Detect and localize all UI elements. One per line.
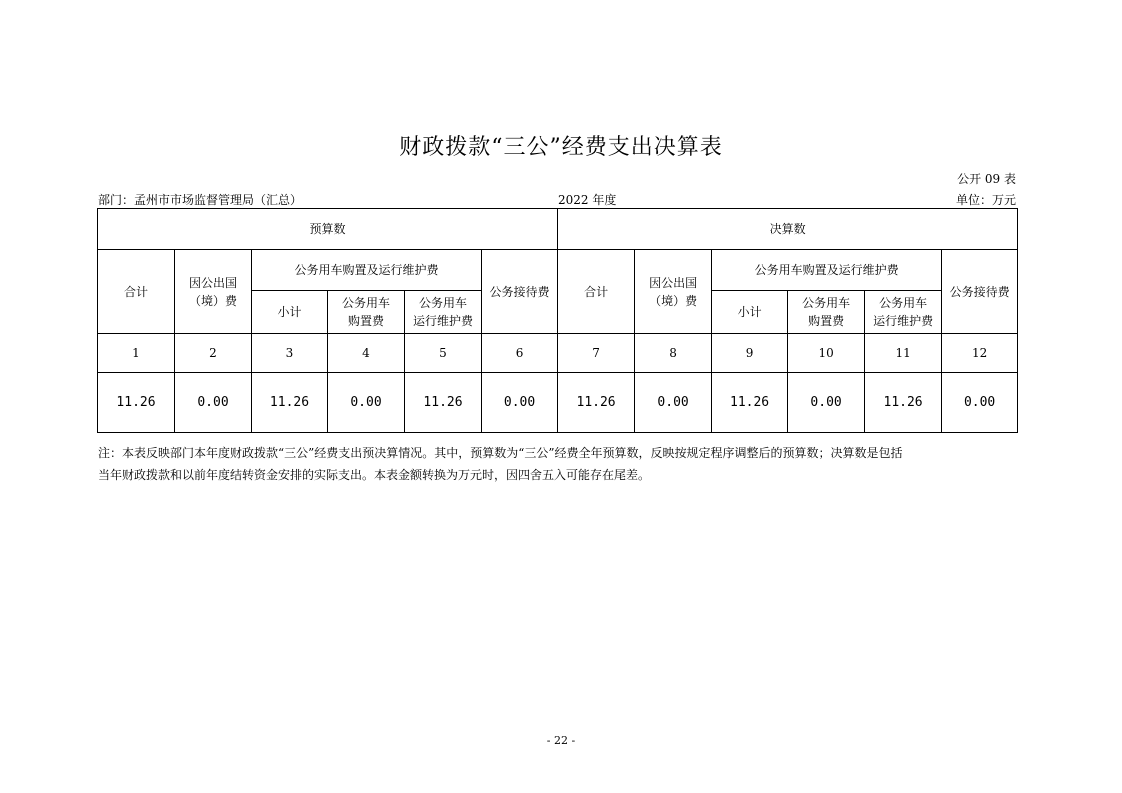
budget-reception-header: 公务接待费 [482, 250, 558, 334]
budget-group-header: 预算数 [98, 209, 558, 250]
unit-label: 单位：万元 [955, 193, 1016, 207]
value-cell: 0.00 [635, 373, 712, 433]
index-cell: 8 [635, 334, 712, 373]
index-cell: 11 [865, 334, 942, 373]
value-cell: 11.26 [865, 373, 942, 433]
value-cell: 11.26 [558, 373, 635, 433]
footnote-line: 当年财政拨款和以前年度结转资金安排的实际支出。本表金额转换为万元时，因四舍五入可能存在尾差。 [98, 468, 651, 482]
department-label: 部门：孟州市市场监督管理局（汇总） [98, 193, 303, 207]
final-group-header: 决算数 [558, 209, 1018, 250]
budget-abroad-header: 因公出国 （境）费 [175, 250, 252, 334]
index-cell: 6 [482, 334, 558, 373]
fiscal-year-label: 2022 年度 [558, 193, 617, 207]
index-cell: 1 [98, 334, 175, 373]
index-cell: 12 [942, 334, 1018, 373]
value-row [98, 373, 1018, 433]
index-cell: 10 [788, 334, 865, 373]
budget-purchase-header: 公务用车 购置费 [328, 291, 405, 334]
final-abroad-header: 因公出国 （境）费 [635, 250, 712, 334]
value-cell: 0.00 [788, 373, 865, 433]
index-cell: 9 [712, 334, 788, 373]
budget-vehicle-group-header: 公务用车购置及运行维护费 [252, 250, 482, 291]
index-cell: 4 [328, 334, 405, 373]
value-cell: 11.26 [405, 373, 482, 433]
value-cell: 11.26 [252, 373, 328, 433]
budget-operation-header: 公务用车 运行维护费 [405, 291, 482, 334]
meta-row [98, 191, 1016, 207]
final-subtotal-header: 小计 [712, 291, 788, 334]
final-reception-header: 公务接待费 [942, 250, 1018, 334]
final-purchase-header: 公务用车 购置费 [788, 291, 865, 334]
index-cell: 7 [558, 334, 635, 373]
index-cell: 5 [405, 334, 482, 373]
value-cell: 11.26 [712, 373, 788, 433]
footnote [98, 442, 1020, 486]
form-number: 公开 09 表 [957, 172, 1016, 186]
final-total-header: 合计 [558, 250, 635, 334]
index-row [98, 334, 1018, 373]
value-cell: 0.00 [482, 373, 558, 433]
value-cell: 0.00 [328, 373, 405, 433]
value-cell: 11.26 [98, 373, 175, 433]
final-operation-header: 公务用车 运行维护费 [865, 291, 942, 334]
value-cell: 0.00 [942, 373, 1018, 433]
index-cell: 2 [175, 334, 252, 373]
index-cell: 3 [252, 334, 328, 373]
page-number: - 22 - [546, 734, 576, 747]
budget-subtotal-header: 小计 [252, 291, 328, 334]
expense-table [97, 208, 1018, 433]
final-vehicle-group-header: 公务用车购置及运行维护费 [712, 250, 942, 291]
budget-total-header: 合计 [98, 250, 175, 334]
footnote-line: 注：本表反映部门本年度财政拨款“三公”经费支出预决算情况。其中，预算数为“三公”经费全年预算数，反映按规定程序调整后的预算数；决算数是包括 [98, 446, 903, 460]
page-title: 财政拨款“三公”经费支出决算表 [399, 135, 723, 160]
value-cell: 0.00 [175, 373, 252, 433]
